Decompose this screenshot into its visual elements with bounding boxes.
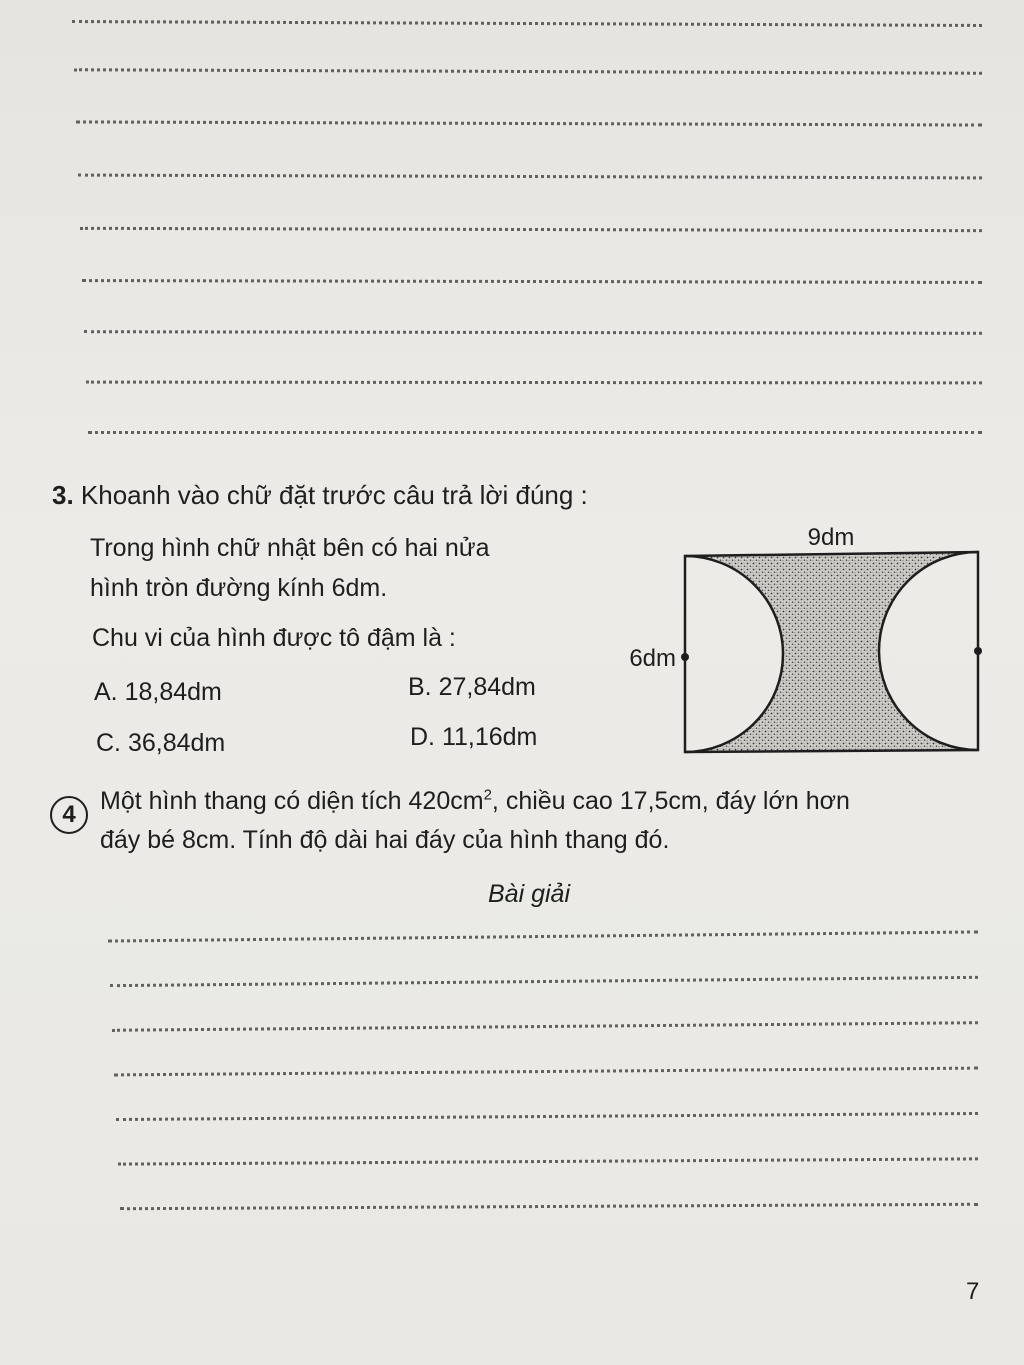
question-4-line-1	[100, 787, 850, 816]
squared-superscript: 2	[483, 786, 492, 804]
question-4-line-2: đáy bé 8cm. Tính độ dài hai đáy của hình thang đó.	[100, 826, 670, 854]
solution-heading: Bài giải	[488, 880, 570, 908]
question-4-text-before: Một hình thang có diện tích 420cm	[100, 787, 484, 815]
solution-line[interactable]	[116, 1112, 978, 1121]
answer-line	[82, 279, 982, 284]
height-label: 6dm	[629, 645, 676, 672]
question-3-line-3: Chu vi của hình được tô đậm là :	[92, 624, 456, 652]
answer-line	[80, 227, 982, 232]
solution-line[interactable]	[110, 976, 978, 987]
answer-line	[86, 381, 982, 385]
option-d[interactable]: D. 11,16dm	[410, 723, 538, 751]
option-c[interactable]: C. 36,84dm	[96, 729, 226, 757]
solution-line[interactable]	[114, 1067, 978, 1077]
solution-line[interactable]	[118, 1157, 978, 1165]
answer-line	[88, 431, 982, 434]
left-midpoint	[681, 653, 689, 661]
right-midpoint	[974, 647, 982, 655]
page-number: 7	[966, 1278, 980, 1305]
answer-line	[78, 174, 982, 180]
option-a[interactable]: A. 18,84dm	[94, 678, 222, 706]
option-b[interactable]: B. 27,84dm	[408, 673, 536, 701]
answer-line	[84, 330, 982, 335]
solution-line[interactable]	[108, 930, 978, 942]
width-label: 9dm	[807, 524, 855, 551]
answer-line	[72, 20, 982, 27]
question-4-number-badge: 4	[50, 796, 88, 834]
solution-line[interactable]	[112, 1021, 978, 1032]
answer-line	[76, 120, 982, 126]
answer-line	[74, 68, 982, 74]
question-3-prompt	[52, 480, 588, 511]
solution-line[interactable]	[120, 1203, 978, 1210]
shaded-region	[685, 552, 978, 752]
question-3-number: 3.	[52, 480, 74, 510]
question-3-instruction: Khoanh vào chữ đặt trước câu trả lời đúng :	[80, 480, 588, 510]
question-3-line-2: hình tròn đường kính 6dm.	[90, 574, 388, 602]
question-4-text-after: , chiều cao 17,5cm, đáy lớn hơn	[491, 787, 850, 815]
question-3-line-1: Trong hình chữ nhật bên có hai nửa	[90, 534, 490, 562]
rectangle-semicircles-figure	[590, 520, 1010, 770]
